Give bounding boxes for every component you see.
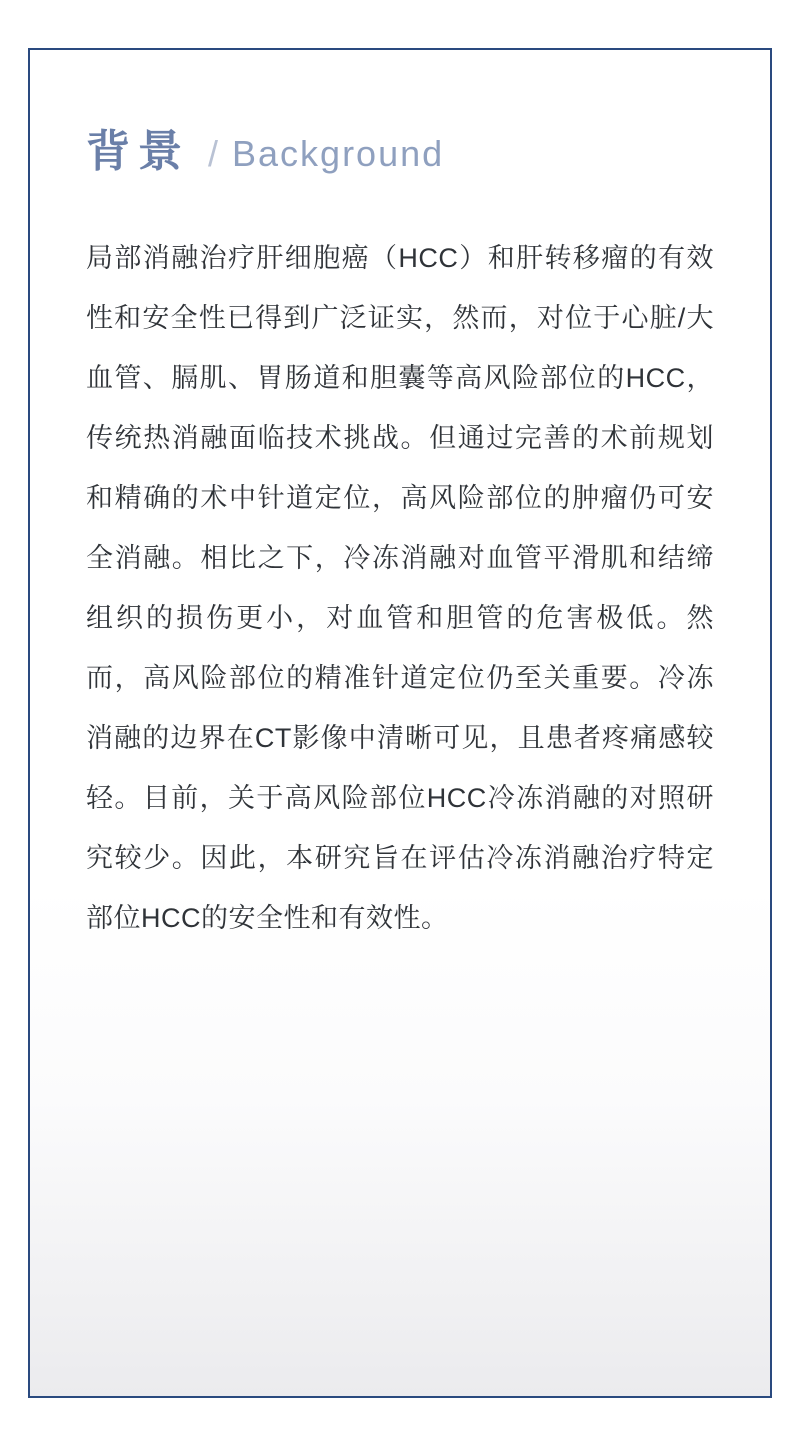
heading-title-en: Background [232, 133, 445, 174]
heading-separator: / [208, 133, 219, 174]
section-heading [86, 127, 714, 176]
card-inner [30, 50, 770, 948]
heading-title-cn: 背景 [86, 127, 190, 176]
background-paragraph: 局部消融治疗肝细胞癌（HCC）和肝转移瘤的有效性和安全性已得到广泛证实，然而，对位于心脏/大血管、膈肌、胃肠道和胆囊等高风险部位的HCC，传统热消融面临技术挑战。但通过完善的术前规划和精确的术中针道定位，高风险部位的肿瘤仍可安全消融。相比之下，冷冻消融对血管平滑肌和结缔组织的损伤更小，对血管和胆管的危害极低。然而，高风险部位的精准针道定位仍至关重要。冷冻消融的边界在CT影像中清晰可见，且患者疼痛感较轻。目前，关于高风险部位HCC冷冻消融的对照研究较少。因此，本研究旨在评估冷冻消融治疗特定部位HCC的安全性和有效性。 [86, 243, 714, 933]
content-card [28, 48, 772, 1398]
